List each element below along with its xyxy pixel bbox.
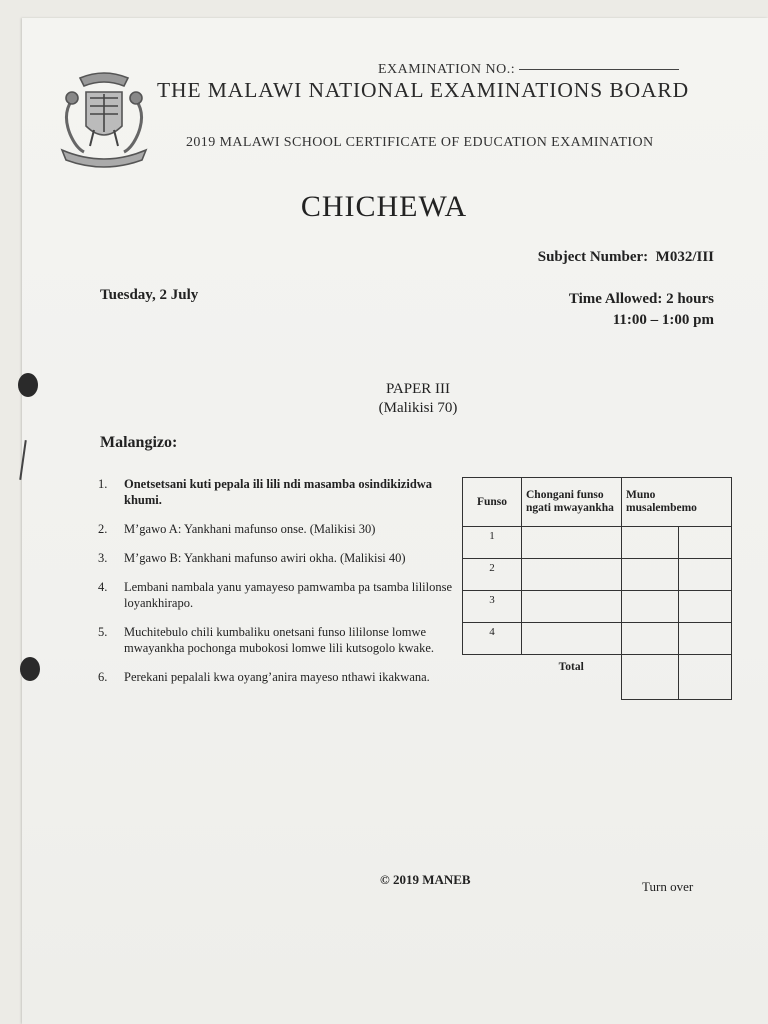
instruction-item (98, 669, 453, 685)
exam-number-label: EXAMINATION NO.: (378, 62, 516, 77)
tick-box[interactable] (522, 527, 622, 559)
time-range: 11:00 – 1:00 pm (612, 312, 714, 328)
col-header-examiner: Muno musalembemo (622, 478, 732, 527)
instruction-number: 3. (98, 551, 108, 565)
paper-title: PAPER III (385, 381, 451, 397)
marks-table (462, 477, 732, 700)
instruction-number: 4. (98, 580, 108, 594)
instruction-item (98, 550, 453, 566)
instruction-text: Lembani nambala yanu yamayeso pamwamba pa tsamba lililonse loyankhirapo. (124, 580, 453, 610)
examiner-cell (679, 623, 732, 655)
instruction-text: Onetsetsani kuti pepala ili lili ndi masamba osindikizidwa khumi. (124, 477, 433, 507)
table-row (463, 527, 732, 559)
instruction-text: M’gawo A: Yankhani mafunso onse. (Malikisi 30) (124, 522, 376, 536)
tick-box[interactable] (522, 623, 622, 655)
total-cell (679, 655, 732, 700)
examiner-cell (679, 527, 732, 559)
col-header-tick: Chongani funso ngati mwayankha (522, 478, 622, 527)
exam-date: Tuesday, 2 July (100, 287, 199, 303)
instruction-item (98, 521, 453, 537)
marks-table-header (463, 478, 732, 527)
examiner-cell (622, 591, 679, 623)
tick-box[interactable] (522, 591, 622, 623)
copyright: © 2019 MANEB (380, 872, 471, 887)
instruction-text: Perekani pepalali kwa oyang’anira mayeso nthawi ikakwana. (124, 670, 430, 684)
board-name: THE MALAWI NATIONAL EXAMINATIONS BOARD (157, 78, 690, 102)
table-row (463, 559, 732, 591)
punch-hole (20, 657, 40, 681)
exam-number-field (378, 62, 679, 78)
exam-number-line (519, 69, 679, 70)
time-allowed: Time Allowed: 2 hours (568, 291, 714, 307)
time-block (569, 289, 714, 331)
question-number: 2 (463, 559, 522, 591)
instruction-number: 1. (98, 477, 108, 491)
instruction-text: M’gawo B: Yankhani mafunso awiri okha. (Malikisi 40) (124, 551, 406, 565)
total-row (463, 655, 732, 700)
instruction-number: 6. (98, 670, 108, 684)
instruction-number: 2. (98, 522, 108, 536)
subject-number-label: Subject Number: (537, 249, 649, 265)
subject-number (538, 249, 714, 266)
turn-over: Turn over (642, 879, 694, 894)
total-label: Total (558, 661, 584, 673)
instructions-list (98, 476, 453, 698)
empty-cell (463, 655, 522, 700)
examiner-cell (622, 559, 679, 591)
table-row (463, 623, 732, 655)
tick-box[interactable] (522, 559, 622, 591)
instruction-item (98, 624, 453, 656)
subject-title: CHICHEWA (300, 190, 468, 223)
instructions-heading: Malangizo: (100, 434, 178, 451)
examiner-cell (679, 559, 732, 591)
paper-marks: (Malikisi 70) (378, 400, 458, 416)
instruction-item (98, 476, 453, 508)
instruction-number: 5. (98, 625, 108, 639)
examiner-cell (679, 591, 732, 623)
paper-info (0, 380, 768, 418)
question-number: 3 (463, 591, 522, 623)
examiner-cell (622, 527, 679, 559)
exam-title: 2019 MALAWI SCHOOL CERTIFICATE OF EDUCATION EXAMINATION (186, 135, 654, 150)
instruction-text: Muchitebulo chili kumbaliku onetsani funso lililonse lomwe mwayankha pochonga mubokosi lomwe lili kutsogolo kwake. (124, 625, 435, 655)
col-header-question: Funso (463, 478, 522, 527)
examiner-cell (622, 623, 679, 655)
subject-number-value: M032/III (655, 249, 714, 265)
question-number: 4 (463, 623, 522, 655)
table-row (463, 591, 732, 623)
total-cell (622, 655, 679, 700)
maneb-crest-logo (50, 64, 158, 172)
question-number: 1 (463, 527, 522, 559)
instruction-item (98, 579, 453, 611)
